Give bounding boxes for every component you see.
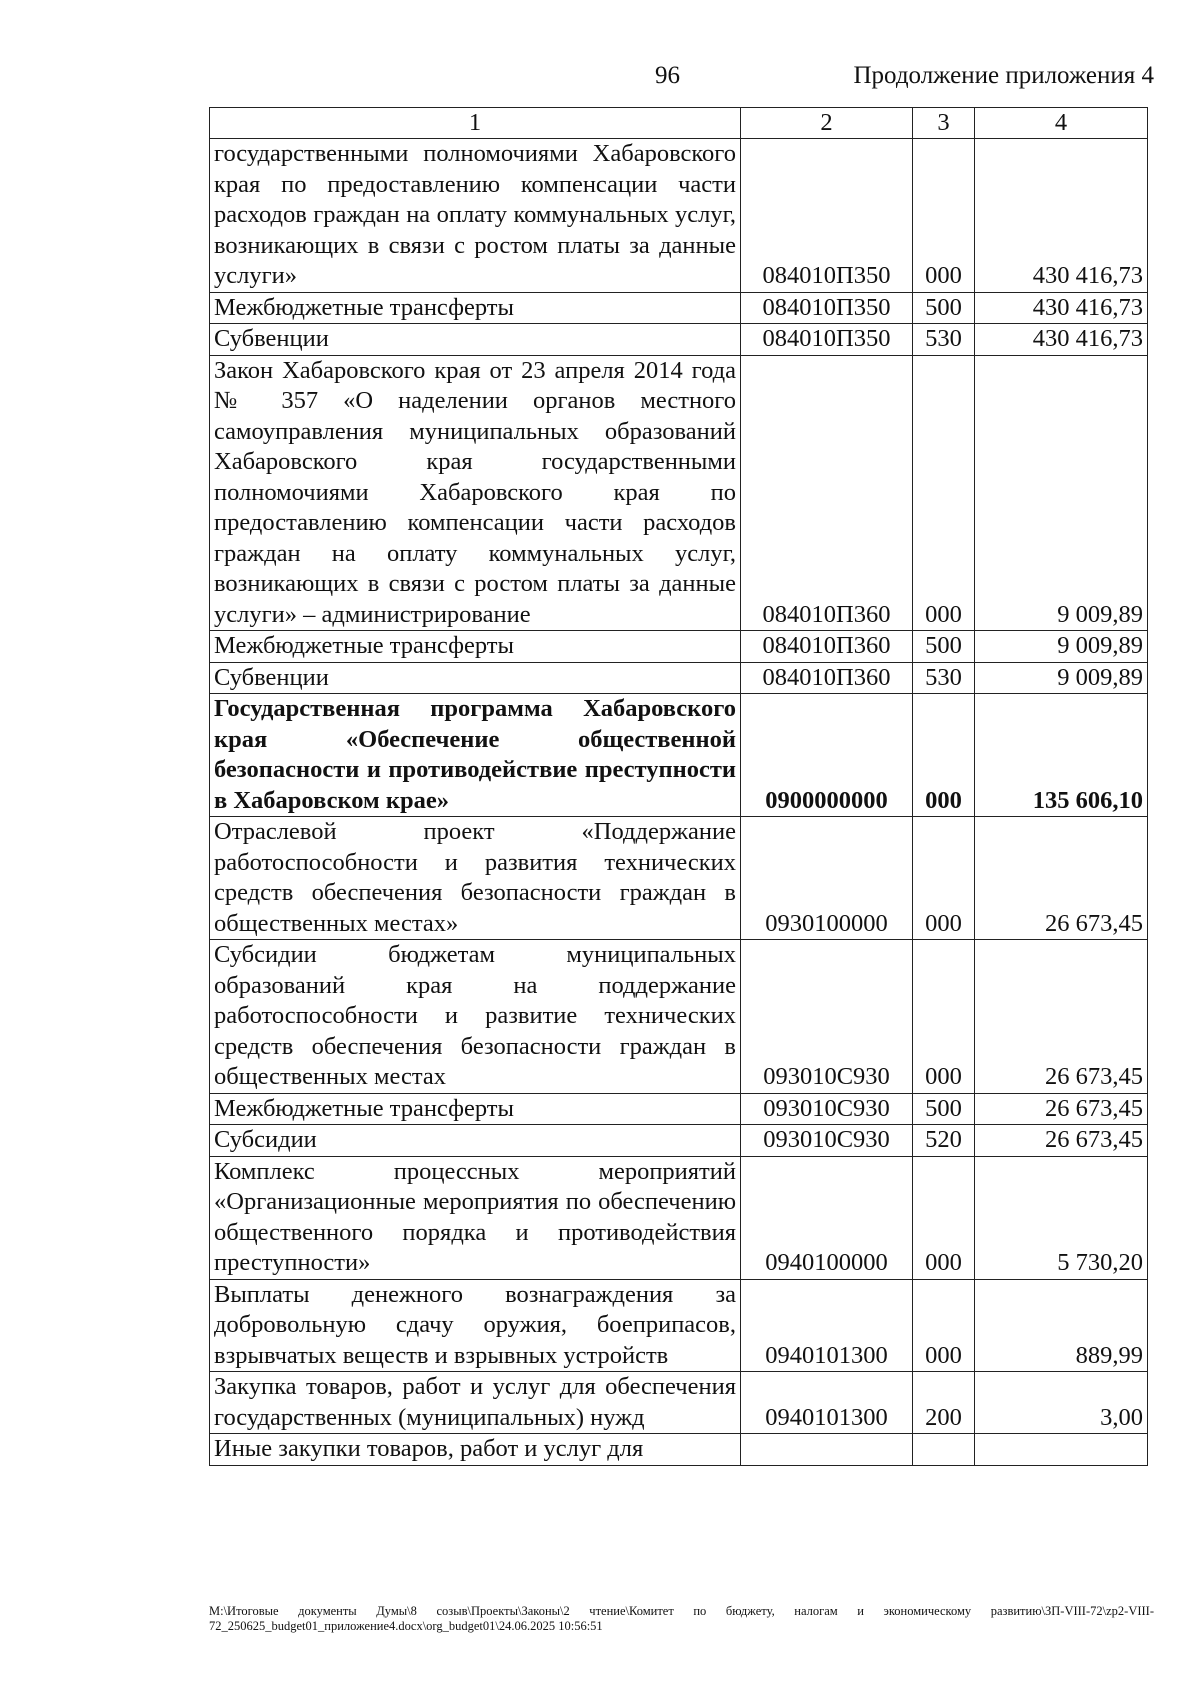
row-name: Межбюджетные трансферты (210, 631, 741, 663)
row-type: 500 (913, 1093, 975, 1125)
row-code: 093010С930 (741, 940, 913, 1094)
table-row (210, 1279, 1148, 1372)
row-name: Субвенции (210, 662, 741, 694)
table-row (210, 631, 1148, 663)
row-type: 520 (913, 1125, 975, 1157)
row-code: 093010С930 (741, 1125, 913, 1157)
row-type: 530 (913, 662, 975, 694)
row-name: Отраслевой проект «Поддержание работоспособности и развития технических средств обеспечения безопасности граждан в общественных местах» (210, 817, 741, 940)
column-header-code: 2 (741, 108, 913, 139)
row-amount: 430 416,73 (975, 139, 1148, 293)
table-row (210, 324, 1148, 356)
table-row (210, 1372, 1148, 1434)
row-amount: 430 416,73 (975, 324, 1148, 356)
row-code: 0900000000 (741, 694, 913, 817)
row-amount: 889,99 (975, 1279, 1148, 1372)
row-name: Иные закупки товаров, работ и услуг для (210, 1434, 741, 1466)
row-name: Закупка товаров, работ и услуг для обеспечения государственных (муниципальных) нужд (210, 1372, 741, 1434)
row-code: 084010П350 (741, 324, 913, 356)
row-code: 093010С930 (741, 1093, 913, 1125)
table-row (210, 817, 1148, 940)
row-amount: 9 009,89 (975, 355, 1148, 631)
row-type: 000 (913, 694, 975, 817)
row-code: 084010П360 (741, 662, 913, 694)
table-row (210, 1125, 1148, 1157)
row-amount (975, 1434, 1148, 1466)
row-amount: 26 673,45 (975, 940, 1148, 1094)
row-type (913, 1434, 975, 1466)
row-code (741, 1434, 913, 1466)
row-type: 000 (913, 940, 975, 1094)
row-name: Межбюджетные трансферты (210, 292, 741, 324)
row-code: 0940101300 (741, 1279, 913, 1372)
table-row (210, 292, 1148, 324)
row-name: Закон Хабаровского края от 23 апреля 2014 года № 357 «О наделении органов местного самоуправления муниципальных образований Хабаровского края государственными полномочиями Хабаровского края по предоставлению компенсации части расходов граждан на оплату коммунальных услуг, возникающих в связи с ростом платы за данные услуги» – администрирование (210, 355, 741, 631)
table-row (210, 139, 1148, 293)
row-type: 500 (913, 631, 975, 663)
page-number: 96 (655, 62, 680, 89)
table-row (210, 1093, 1148, 1125)
row-type: 000 (913, 1279, 975, 1372)
column-header-type: 3 (913, 108, 975, 139)
row-name: Субвенции (210, 324, 741, 356)
row-amount: 9 009,89 (975, 662, 1148, 694)
row-name: Межбюджетные трансферты (210, 1093, 741, 1125)
row-code: 0940100000 (741, 1156, 913, 1279)
row-type: 530 (913, 324, 975, 356)
row-amount: 26 673,45 (975, 1093, 1148, 1125)
row-type: 000 (913, 355, 975, 631)
row-type: 000 (913, 817, 975, 940)
row-name: Государственная программа Хабаровского края «Обеспечение общественной безопасности и противодействие преступности в Хабаровском крае» (210, 694, 741, 817)
row-amount: 430 416,73 (975, 292, 1148, 324)
row-type: 200 (913, 1372, 975, 1434)
row-amount: 5 730,20 (975, 1156, 1148, 1279)
row-type: 000 (913, 1156, 975, 1279)
row-amount: 9 009,89 (975, 631, 1148, 663)
row-amount: 26 673,45 (975, 1125, 1148, 1157)
row-type: 000 (913, 139, 975, 293)
row-amount: 26 673,45 (975, 817, 1148, 940)
row-code: 0930100000 (741, 817, 913, 940)
column-header-amount: 4 (975, 108, 1148, 139)
table-row (210, 662, 1148, 694)
row-name: Субсидии бюджетам муниципальных образований края на поддержание работоспособности и развитие технических средств обеспечения безопасности граждан в общественных местах (210, 940, 741, 1094)
table-row-program-total (210, 694, 1148, 817)
column-header-name: 1 (210, 108, 741, 139)
table-row (210, 1434, 1148, 1466)
row-code: 084010П350 (741, 292, 913, 324)
column-number-row (210, 108, 1148, 139)
row-name: Выплаты денежного вознаграждения за добровольную сдачу оружия, боеприпасов, взрывчатых веществ и взрывных устройств (210, 1279, 741, 1372)
row-code: 0940101300 (741, 1372, 913, 1434)
row-name: Комплекс процессных мероприятий «Организационные мероприятия по обеспечению общественного порядка и противодействия преступности» (210, 1156, 741, 1279)
row-code: 084010П360 (741, 631, 913, 663)
table-row (210, 940, 1148, 1094)
row-type: 500 (913, 292, 975, 324)
footer-file-path: M:\Итоговые документы Думы\8 созыв\Проекты\Законы\2 чтение\Комитет по бюджету, налогам и экономическому развитию\ЗП-VIII-72\zp2-VIII-72_250625_budget01_приложение4.docx\org_budget01\24.06.2025 10:56:51 (209, 1604, 1154, 1633)
row-name: Субсидии (210, 1125, 741, 1157)
row-amount: 3,00 (975, 1372, 1148, 1434)
table-row (210, 355, 1148, 631)
row-amount: 135 606,10 (975, 694, 1148, 817)
row-name: государственными полномочиями Хабаровского края по предоставлению компенсации части расходов граждан на оплату коммунальных услуг, возникающих в связи с ростом платы за данные услуги» (210, 139, 741, 293)
budget-table (209, 107, 1148, 1466)
table-row (210, 1156, 1148, 1279)
appendix-continuation-heading: Продолжение приложения 4 (853, 62, 1154, 89)
row-code: 084010П350 (741, 139, 913, 293)
row-code: 084010П360 (741, 355, 913, 631)
